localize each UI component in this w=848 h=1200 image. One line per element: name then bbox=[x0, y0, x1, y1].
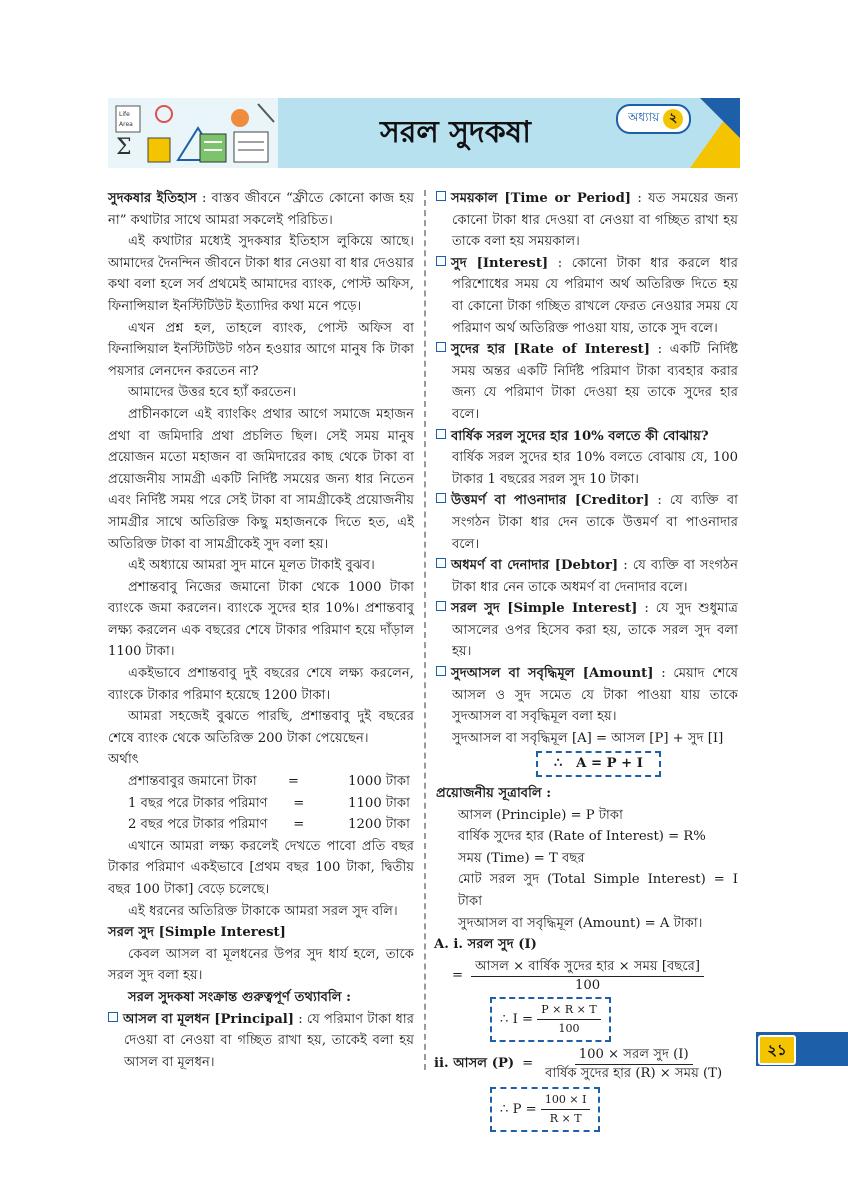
checkbox-bullet-icon bbox=[436, 256, 446, 266]
principal-formula bbox=[434, 1046, 738, 1083]
definition-text: : যে সুদ শুধুমাত্র আসলের ওপর হিসেব করা হয়, তাকে সরল সুদ বলা হয়। bbox=[452, 601, 738, 660]
fraction-denominator: 100 bbox=[574, 977, 601, 993]
checkbox-bullet-icon bbox=[436, 342, 446, 352]
paragraph: আমাদের উত্তর হবে হ্যাঁ করতেন। bbox=[128, 385, 297, 401]
formula-line: বার্ষিক সুদের হার (Rate of Interest) = R% bbox=[458, 829, 706, 845]
formula-line: সময় (Time) = T বছর bbox=[458, 850, 585, 866]
fraction bbox=[537, 1001, 600, 1038]
row-value: 1200 টাকা bbox=[348, 817, 410, 833]
fraction-numerator: আসল × বার্ষিক সুদের হার × সময় [বছরে] bbox=[471, 958, 704, 977]
page-number: ২১ bbox=[758, 1035, 796, 1065]
definition-item bbox=[436, 663, 738, 728]
fraction-numerator: 100 × I bbox=[541, 1091, 591, 1110]
definition-item bbox=[436, 555, 738, 598]
left-column bbox=[108, 188, 414, 1073]
chapter-title: সরল সুদকষা bbox=[380, 115, 531, 150]
paragraph: অর্থাৎ bbox=[108, 752, 139, 768]
right-column bbox=[436, 188, 738, 1132]
principal-heading: আসল বা মূলধন [Principal] bbox=[123, 1011, 295, 1027]
formula-line: সুদআসল বা সবৃদ্ধিমূল (Amount) = A টাকা। bbox=[458, 915, 703, 931]
simple-interest-box bbox=[490, 997, 611, 1042]
checkbox-bullet-icon bbox=[436, 666, 446, 676]
header-illustration bbox=[108, 98, 278, 168]
principal-item bbox=[108, 1009, 414, 1074]
paragraph: এই অধ্যায়ে আমরা সুদ মানে মূলত টাকাই বুঝব। bbox=[128, 558, 375, 574]
checkbox-bullet-icon bbox=[436, 558, 446, 568]
fraction bbox=[541, 1091, 591, 1128]
chapter-badge bbox=[616, 104, 691, 134]
definition-item bbox=[436, 598, 738, 663]
art-label-life: Life bbox=[119, 111, 130, 118]
fraction-denominator: 100 bbox=[558, 1021, 580, 1035]
definition-heading: বার্ষিক সরল সুদের হার 10% বলতে কী বোঝায়? bbox=[451, 428, 709, 444]
row-value: 1000 টাকা bbox=[348, 774, 410, 790]
amount-row bbox=[108, 814, 414, 836]
column-divider bbox=[424, 190, 426, 1070]
definition-heading: সুদের হার [Rate of Interest] bbox=[451, 342, 650, 358]
corner-decoration-blue bbox=[700, 98, 740, 138]
definition-heading: সুদআসল বা সবৃদ্ধিমূল [Amount] bbox=[451, 666, 654, 682]
row-equals: = bbox=[287, 774, 299, 790]
definition-item bbox=[436, 426, 738, 448]
paragraph: এখানে আমরা লক্ষ্য করলেই দেখতে পাবো প্রতি বছর টাকার পরিমাণ একইভাবে [প্রথম বছর 100 টাকা, দ্বিতীয় বছর 100 টাকা] বেড়ে চলেছে। bbox=[108, 838, 414, 897]
fraction-denominator: বার্ষিক সুদের হার (R) × সময় (T) bbox=[545, 1065, 723, 1081]
fraction-denominator: R × T bbox=[549, 1111, 582, 1125]
checkbox-bullet-icon bbox=[436, 191, 446, 201]
row-label: প্রশান্তবাবুর জমানো টাকা bbox=[128, 774, 257, 790]
paragraph: প্রাচীনকালে এই ব্যাংকিং প্রথার আগে সমাজে মহাজন প্রথা বা জমিদারি প্রথা প্রচলিত ছিল। সেই সময় মানুষ প্রয়োজন মতো মহাজন বা জমিদারের কাছ থেকে টাকা বা প্রয়োজনীয় সামগ্রী একটি নির্দিষ্ট সময়ের জন্য ধার নিতেন এবং নির্দিষ্ট সময় পরে সেই টাকা বা সামগ্রীকেই প্রয়োজনীয় সামগ্রীর সাথে অতিরিক্ত কিছু মহাজনকে দিতে হত, এই অতিরিক্ত টাকা বা সামগ্রীকেই সুদ বলা হয়। bbox=[108, 406, 414, 552]
facts-heading: সরল সুদকষা সংক্রান্ত গুরুত্বপূর্ণ তথ্যাবলি : bbox=[128, 989, 352, 1005]
paragraph: এই ধরনের অতিরিক্ত টাকাকে আমরা সরল সুদ বলি। bbox=[128, 903, 398, 919]
therefore-symbol: ∴ bbox=[554, 756, 563, 772]
equals-sign: = bbox=[522, 1056, 534, 1072]
row-label: 2 বছর পরে টাকার পরিমাণ bbox=[128, 817, 268, 833]
formula-line: আসল (Principle) = P টাকা bbox=[458, 807, 623, 823]
definition-text: : যত সময়ের জন্য কোনো টাকা ধার দেওয়া বা নেওয়া বা গচ্ছিত রাখা হয় তাকে বলা হয় সময়কাল। bbox=[452, 191, 738, 250]
checkbox-bullet-icon bbox=[436, 429, 446, 439]
simple-interest-formula-heading: A. i. সরল সুদ (I) bbox=[434, 937, 537, 953]
row-equals: = bbox=[293, 817, 305, 833]
equals-sign: = bbox=[452, 968, 464, 984]
amount-formula-text: A = P + I bbox=[576, 756, 643, 772]
fraction bbox=[541, 1046, 726, 1083]
row-value: 1100 টাকা bbox=[348, 795, 410, 811]
definition-item bbox=[436, 490, 738, 555]
paragraph: এই কথাটার মধ্যেই সুদকষার ইতিহাস লুকিয়ে আছে। আমাদের দৈনন্দিন জীবনে টাকা ধার নেওয়া বা ধার দেওয়ার কথা বলা হলে সর্ব প্রথমেই আমাদের ব্যাংক, পোস্ট অফিস, ফিনান্সিয়াল ইনস্টিটিউট ইত্যাদির কথা মনে পড়ে। bbox=[108, 234, 414, 314]
definition-heading: সরল সুদ [Simple Interest] bbox=[451, 601, 638, 617]
paragraph: আমরা সহজেই বুঝতে পারছি, প্রশান্তবাবু দুই বছরের শেষে ব্যাংক থেকে অতিরিক্ত 200 টাকা পেয়েছেন। bbox=[108, 709, 414, 746]
page-number-tab bbox=[756, 1032, 848, 1066]
definition-text: : যে ব্যক্তি বা সংগঠন টাকা ধার নেন তাকে অধমর্ণ বা দেনাদার বলে। bbox=[452, 558, 739, 595]
checkbox-bullet-icon bbox=[108, 1012, 118, 1022]
simple-interest-formula bbox=[436, 958, 738, 995]
formula-lhs: ∴ I = bbox=[500, 1011, 534, 1027]
definition-heading: অধমর্ণ বা দেনাদার [Debtor] bbox=[451, 558, 619, 574]
row-label: 1 বছর পরে টাকার পরিমাণ bbox=[128, 795, 268, 811]
row-equals: = bbox=[293, 795, 305, 811]
fraction bbox=[471, 958, 704, 995]
amount-row bbox=[108, 793, 414, 815]
definition-text: : একটি নির্দিষ্ট সময় অন্তর একটি নির্দিষ্ট পরিমাণ টাকা ব্যবহার করার জন্য যে পরিমাণ টাকা দেওয়া হয় তাকে সুদের হার বলে। bbox=[452, 342, 738, 422]
required-formulas-heading: প্রয়োজনীয় সূত্রাবলি : bbox=[436, 786, 552, 802]
svg-text:Σ: Σ bbox=[116, 135, 132, 160]
principal-box-row bbox=[436, 1087, 738, 1132]
definition-heading: সময়কাল [Time or Period] bbox=[451, 191, 632, 206]
simple-interest-heading: সরল সুদ [Simple Interest] bbox=[108, 925, 286, 941]
principal-text: : যে পরিমাণ টাকা ধার দেওয়া বা নেওয়া বা গচ্ছিত রাখা হয়, তাকেই বলা হয় আসল বা মূলধন। bbox=[124, 1011, 415, 1070]
definition-text: বার্ষিক সরল সুদের হার 10% বলতে বোঝায় যে, 100 টাকার 1 বছরের সরল সুদ 10 টাকা। bbox=[452, 450, 738, 487]
amount-formula: সুদআসল বা সবৃদ্ধিমূল [A] = আসল [P] + সুদ [I] bbox=[452, 730, 724, 746]
chapter-label: অধ্যায় bbox=[628, 110, 660, 124]
definition-item bbox=[436, 339, 738, 425]
checkbox-bullet-icon bbox=[436, 601, 446, 611]
amount-row bbox=[108, 771, 414, 793]
amount-formula-box-row bbox=[436, 751, 738, 777]
history-heading: সুদকষার ইতিহাস bbox=[108, 191, 197, 206]
paragraph: প্রশান্তবাবু নিজের জমানো টাকা থেকে 1000 টাকা ব্যাংকে জমা করলেন। ব্যাংকে সুদের হার 10%। প্রশান্তবাবু লক্ষ্য করলেন এক বছরের শেষে টাকার পরিমাণ হয়ে দাঁড়াল 1100 টাকা। bbox=[108, 579, 414, 660]
formula-line: মোট সরল সুদ (Total Simple Interest) = I টাকা bbox=[458, 872, 738, 909]
definition-item bbox=[436, 253, 738, 339]
paragraph: একইভাবে প্রশান্তবাবু দুই বছরের শেষে লক্ষ্য করলেন, ব্যাংকে টাকার পরিমাণ হয়েছে 1200 টাকা। bbox=[108, 666, 414, 703]
definition-text: : মেয়াদ শেষে আসল ও সুদ সমেত যে টাকা পাওয়া যায় তাকে সুদআসল বা সবৃদ্ধিমূল বলা হয়। bbox=[452, 666, 738, 725]
principal-box bbox=[490, 1087, 600, 1132]
paragraph: এখন প্রশ্ন হল, তাহলে ব্যাংক, পোস্ট অফিস বা ফিনান্সিয়াল ইনস্টিটিউট গঠন হওয়ার আগে মানুষ কি টাকা পয়সার লেনদেন করতেন না? bbox=[108, 320, 414, 379]
definition-item bbox=[436, 188, 738, 253]
fraction-numerator: P × R × T bbox=[537, 1001, 600, 1020]
checkbox-bullet-icon bbox=[436, 493, 446, 503]
definition-text: : কোনো টাকা ধার করলে ধার পরিশোধের সময় যে পরিমাণ অর্থ অতিরিক্ত দিতে হয় বা কোনো টাকা গচ্ছিত রাখলে ফেরত নেওয়ার সময় যে পরিমাণ অর্থ অতিরিক্ত পাওয়া যায়, তাকে সুদ বলে। bbox=[452, 255, 738, 336]
definition-heading: সুদ [Interest] bbox=[451, 255, 549, 271]
paragraph: কেবল আসল বা মূলধনের উপর সুদ ধার্য হলে, তাকে সরল সুদ বলা হয়। bbox=[108, 946, 414, 984]
principal-formula-heading: ii. আসল (P) bbox=[434, 1056, 515, 1072]
chapter-number: ২ bbox=[663, 109, 683, 129]
art-label-area: Area bbox=[119, 121, 133, 128]
definition-text: : যে ব্যক্তি বা সংগঠন টাকা ধার দেন তাকে উত্তমর্ণ বা পাওনাদার বলে। bbox=[452, 493, 738, 552]
fraction-numerator: 100 × সরল সুদ (I) bbox=[575, 1046, 693, 1065]
history-paragraph bbox=[108, 188, 414, 231]
history-text: : বাস্তব জীবনে “ফ্রীতে কোনো কাজ হয় না” কথাটার সাথে আমরা সকলেই পরিচিত। bbox=[108, 191, 414, 228]
amount-formula-box bbox=[536, 751, 661, 777]
formula-lhs: ∴ P = bbox=[500, 1101, 537, 1117]
simple-interest-box-row bbox=[436, 997, 738, 1042]
definition-heading: উত্তমর্ণ বা পাওনাদার [Creditor] bbox=[451, 493, 650, 509]
